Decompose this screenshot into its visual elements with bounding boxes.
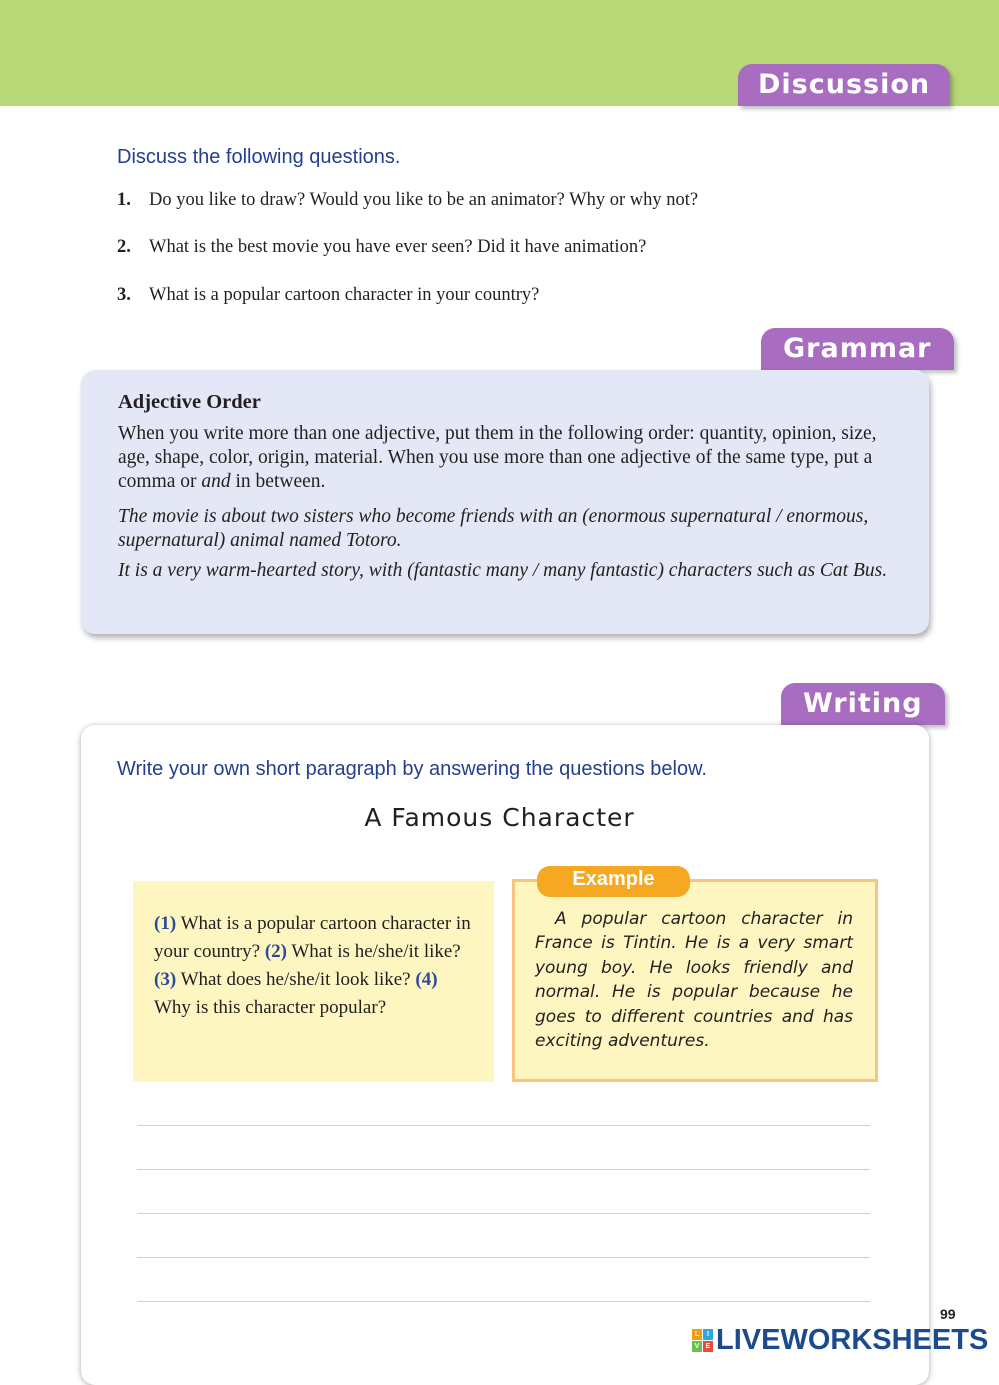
prompt-number: (2) — [264, 941, 287, 962]
prompt-question: Why is this character popular? — [154, 997, 387, 1018]
question-item — [117, 190, 698, 211]
example-text: A popular cartoon character in France is Tintin. He is a very smart young boy. He looks friendly and normal. He is popular because he goes to different countries and has exciting adventures. — [535, 909, 853, 1052]
logo-cell: L — [692, 1329, 702, 1340]
grammar-title: Adjective Order — [118, 391, 261, 413]
grammar-rule — [118, 422, 898, 494]
grammar-example-2: It is a very warm-hearted story, with (fantastic many / many fantastic) characters such as Cat Bus. — [118, 560, 888, 581]
logo-cell: I — [703, 1329, 713, 1340]
question-text: What is the best movie you have ever seen? Did it have animation? — [149, 237, 647, 257]
brand-watermark — [692, 1322, 988, 1358]
question-text: What is a popular cartoon character in your country? — [149, 285, 540, 305]
example-label: Example — [537, 866, 690, 897]
question-number: 2. — [117, 237, 131, 257]
writing-tab: Writing — [781, 683, 945, 725]
writing-line[interactable] — [137, 1169, 870, 1170]
brand-name: LIVEWORKSHEETS — [716, 1323, 989, 1356]
writing-line[interactable] — [137, 1213, 870, 1214]
brand-logo-icon — [692, 1329, 713, 1352]
prompt-question: What is he/she/it like? — [286, 941, 461, 962]
grammar-example-1: The movie is about two sisters who become friends with an (enormous supernatural / enormous, supernatural) animal named Totoro. — [118, 506, 869, 551]
prompt-question: What is a popular cartoon character in your country? — [154, 913, 471, 962]
prompt-number: (3) — [154, 969, 177, 990]
grammar-rule-italic: and — [201, 471, 231, 492]
prompt-text — [154, 910, 478, 1022]
question-item — [117, 285, 539, 306]
question-number: 3. — [117, 285, 131, 305]
logo-cell: E — [703, 1341, 713, 1352]
writing-instruction: Write your own short paragraph by answering the questions below. — [117, 758, 707, 780]
discussion-instruction: Discuss the following questions. — [117, 146, 401, 168]
logo-cell: V — [692, 1341, 702, 1352]
page-number: 99 — [940, 1306, 956, 1322]
writing-line[interactable] — [137, 1125, 870, 1126]
grammar-rule-end: in between. — [230, 471, 326, 492]
writing-line[interactable] — [137, 1301, 870, 1302]
prompt-number: (4) — [415, 969, 438, 990]
writing-title: A Famous Character — [364, 803, 635, 832]
prompt-question: What does he/she/it look like? — [176, 969, 416, 990]
question-item — [117, 237, 646, 258]
writing-line[interactable] — [137, 1257, 870, 1258]
grammar-rule-text: When you write more than one adjective, put them in the following order: quantity, opinion, size, age, shape, color, origin, material. When you use more than one adjective of the same type, put a comma or — [118, 423, 877, 492]
discussion-tab: Discussion — [738, 64, 950, 106]
grammar-tab: Grammar — [761, 328, 954, 370]
question-number: 1. — [117, 190, 131, 210]
prompt-number: (1) — [154, 913, 177, 934]
question-text: Do you like to draw? Would you like to be an animator? Why or why not? — [149, 190, 699, 210]
